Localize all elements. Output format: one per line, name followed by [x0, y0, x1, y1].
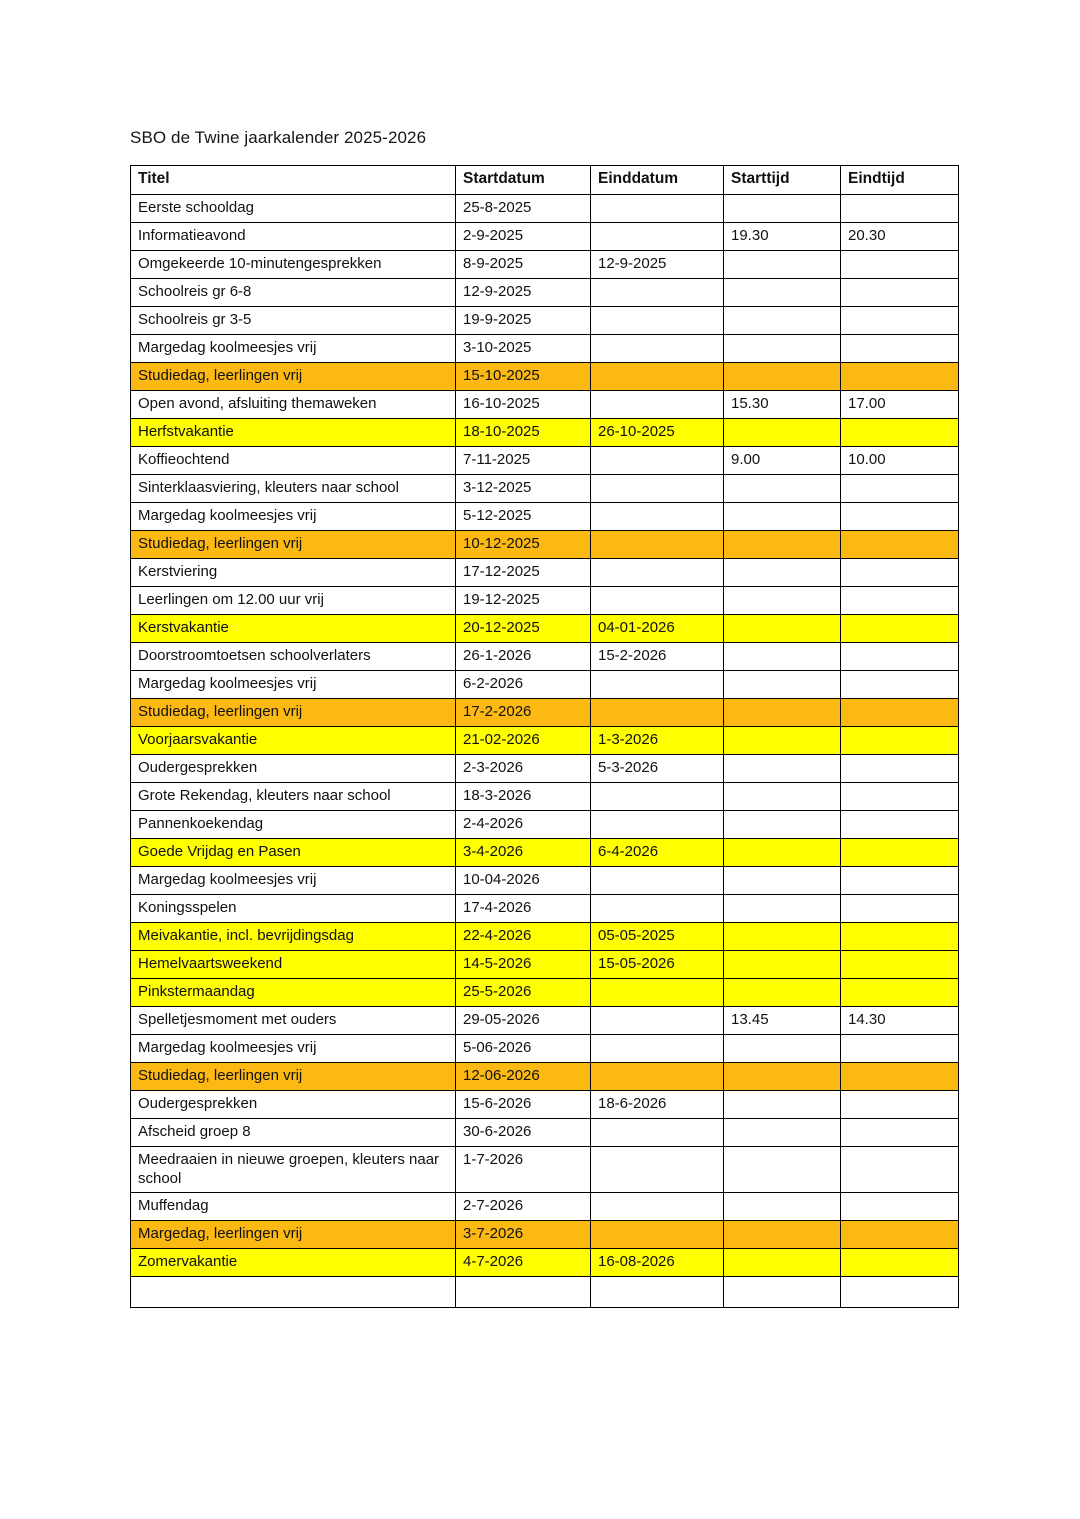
- cell-einddatum: 26-10-2025: [591, 419, 724, 447]
- table-row: [131, 923, 959, 951]
- cell-starttijd: [724, 587, 841, 615]
- table-row: [131, 391, 959, 419]
- cell-einddatum: [591, 1035, 724, 1063]
- cell-eindtijd: [841, 643, 959, 671]
- cell-startdatum: 3-7-2026: [456, 1221, 591, 1249]
- cell-einddatum: [591, 335, 724, 363]
- cell-einddatum: [591, 811, 724, 839]
- table-row: [131, 811, 959, 839]
- table-row: [131, 671, 959, 699]
- cell-titel: Eerste schooldag: [131, 195, 456, 223]
- cell-starttijd: [724, 1063, 841, 1091]
- cell-einddatum: [591, 391, 724, 419]
- cell-starttijd: [724, 503, 841, 531]
- table-row: [131, 195, 959, 223]
- cell-einddatum: [591, 671, 724, 699]
- cell-starttijd: [724, 643, 841, 671]
- cell-titel: Voorjaarsvakantie: [131, 727, 456, 755]
- cell-einddatum: [591, 1221, 724, 1249]
- table-row: [131, 699, 959, 727]
- cell-eindtijd: [841, 1119, 959, 1147]
- cell-startdatum: 2-4-2026: [456, 811, 591, 839]
- cell-einddatum: 1-3-2026: [591, 727, 724, 755]
- cell-starttijd: [724, 783, 841, 811]
- cell-eindtijd: [841, 531, 959, 559]
- cell-starttijd: [724, 1119, 841, 1147]
- cell-einddatum: 15-2-2026: [591, 643, 724, 671]
- cell-titel: Omgekeerde 10-minutengesprekken: [131, 251, 456, 279]
- cell-einddatum: 12-9-2025: [591, 251, 724, 279]
- cell-titel: Margedag koolmeesjes vrij: [131, 671, 456, 699]
- cell-eindtijd: [841, 195, 959, 223]
- cell-starttijd: [724, 1193, 841, 1221]
- cell-eindtijd: [841, 1063, 959, 1091]
- cell-startdatum: 20-12-2025: [456, 615, 591, 643]
- cell-eindtijd: [841, 839, 959, 867]
- cell-einddatum: [591, 1277, 724, 1308]
- cell-eindtijd: [841, 755, 959, 783]
- cell-starttijd: [724, 1249, 841, 1277]
- cell-startdatum: 8-9-2025: [456, 251, 591, 279]
- cell-eindtijd: [841, 1035, 959, 1063]
- cell-eindtijd: [841, 727, 959, 755]
- cell-einddatum: [591, 447, 724, 475]
- cell-titel: Studiedag, leerlingen vrij: [131, 699, 456, 727]
- cell-startdatum: 12-9-2025: [456, 279, 591, 307]
- cell-titel: Schoolreis gr 6-8: [131, 279, 456, 307]
- cell-startdatum: 26-1-2026: [456, 643, 591, 671]
- cell-starttijd: [724, 699, 841, 727]
- table-body: [131, 195, 959, 1308]
- cell-titel: Margedag koolmeesjes vrij: [131, 1035, 456, 1063]
- cell-eindtijd: [841, 279, 959, 307]
- cell-starttijd: 15.30: [724, 391, 841, 419]
- cell-titel: Oudergesprekken: [131, 1091, 456, 1119]
- cell-einddatum: [591, 1193, 724, 1221]
- cell-starttijd: [724, 895, 841, 923]
- cell-eindtijd: [841, 503, 959, 531]
- table-row: [131, 755, 959, 783]
- table-row: [131, 531, 959, 559]
- cell-startdatum: 2-3-2026: [456, 755, 591, 783]
- cell-starttijd: [724, 1091, 841, 1119]
- cell-startdatum: 19-9-2025: [456, 307, 591, 335]
- cell-starttijd: 19.30: [724, 223, 841, 251]
- cell-eindtijd: 17.00: [841, 391, 959, 419]
- table-row: [131, 1119, 959, 1147]
- cell-eindtijd: [841, 811, 959, 839]
- cell-startdatum: 21-02-2026: [456, 727, 591, 755]
- cell-startdatum: 7-11-2025: [456, 447, 591, 475]
- cell-startdatum: 30-6-2026: [456, 1119, 591, 1147]
- column-header-einddatum: Einddatum: [591, 166, 724, 195]
- jaarkalender-table: [130, 165, 959, 1308]
- cell-eindtijd: [841, 923, 959, 951]
- cell-einddatum: 16-08-2026: [591, 1249, 724, 1277]
- cell-einddatum: [591, 783, 724, 811]
- cell-einddatum: [591, 307, 724, 335]
- table-row: [131, 307, 959, 335]
- cell-startdatum: 18-3-2026: [456, 783, 591, 811]
- table-row: [131, 867, 959, 895]
- cell-startdatum: 15-10-2025: [456, 363, 591, 391]
- cell-starttijd: [724, 1147, 841, 1193]
- cell-startdatum: 25-8-2025: [456, 195, 591, 223]
- cell-eindtijd: [841, 951, 959, 979]
- table-header-row: [131, 166, 959, 195]
- document-page: [130, 128, 960, 1308]
- cell-titel: Goede Vrijdag en Pasen: [131, 839, 456, 867]
- cell-einddatum: [591, 223, 724, 251]
- table-row: [131, 1277, 959, 1308]
- table-row: [131, 1221, 959, 1249]
- cell-eindtijd: [841, 671, 959, 699]
- cell-titel: Zomervakantie: [131, 1249, 456, 1277]
- cell-eindtijd: 20.30: [841, 223, 959, 251]
- cell-titel: Koningsspelen: [131, 895, 456, 923]
- cell-startdatum: 10-04-2026: [456, 867, 591, 895]
- cell-eindtijd: [841, 251, 959, 279]
- cell-startdatum: 29-05-2026: [456, 1007, 591, 1035]
- cell-starttijd: [724, 475, 841, 503]
- table-row: [131, 1249, 959, 1277]
- cell-eindtijd: [841, 419, 959, 447]
- cell-eindtijd: [841, 475, 959, 503]
- cell-startdatum: 4-7-2026: [456, 1249, 591, 1277]
- cell-einddatum: 5-3-2026: [591, 755, 724, 783]
- cell-starttijd: [724, 251, 841, 279]
- cell-startdatum: 16-10-2025: [456, 391, 591, 419]
- cell-titel: Margedag koolmeesjes vrij: [131, 867, 456, 895]
- cell-eindtijd: [841, 559, 959, 587]
- cell-eindtijd: [841, 615, 959, 643]
- cell-starttijd: [724, 531, 841, 559]
- cell-startdatum: [456, 1277, 591, 1308]
- cell-startdatum: 1-7-2026: [456, 1147, 591, 1193]
- cell-eindtijd: [841, 979, 959, 1007]
- cell-einddatum: [591, 867, 724, 895]
- cell-startdatum: 17-4-2026: [456, 895, 591, 923]
- cell-titel: Afscheid groep 8: [131, 1119, 456, 1147]
- cell-starttijd: 13.45: [724, 1007, 841, 1035]
- cell-startdatum: 2-9-2025: [456, 223, 591, 251]
- cell-startdatum: 22-4-2026: [456, 923, 591, 951]
- cell-titel: Meivakantie, incl. bevrijdingsdag: [131, 923, 456, 951]
- table-row: [131, 503, 959, 531]
- cell-startdatum: 19-12-2025: [456, 587, 591, 615]
- cell-eindtijd: [841, 1221, 959, 1249]
- cell-titel: Studiedag, leerlingen vrij: [131, 531, 456, 559]
- table-row: [131, 895, 959, 923]
- cell-starttijd: [724, 363, 841, 391]
- cell-startdatum: 6-2-2026: [456, 671, 591, 699]
- table-row: [131, 251, 959, 279]
- cell-einddatum: [591, 1147, 724, 1193]
- cell-titel: Muffendag: [131, 1193, 456, 1221]
- cell-starttijd: [724, 279, 841, 307]
- cell-starttijd: [724, 951, 841, 979]
- cell-titel: Pannenkoekendag: [131, 811, 456, 839]
- table-row: [131, 419, 959, 447]
- column-header-startdatum: Startdatum: [456, 166, 591, 195]
- cell-starttijd: [724, 1221, 841, 1249]
- cell-einddatum: [591, 531, 724, 559]
- cell-startdatum: 10-12-2025: [456, 531, 591, 559]
- cell-titel: Open avond, afsluiting themaweken: [131, 391, 456, 419]
- cell-startdatum: 3-10-2025: [456, 335, 591, 363]
- cell-titel: Meedraaien in nieuwe groepen, kleuters naar school: [131, 1147, 456, 1193]
- cell-eindtijd: [841, 895, 959, 923]
- cell-eindtijd: [841, 363, 959, 391]
- cell-starttijd: [724, 1035, 841, 1063]
- table-row: [131, 335, 959, 363]
- cell-startdatum: 5-06-2026: [456, 1035, 591, 1063]
- cell-eindtijd: [841, 783, 959, 811]
- cell-einddatum: [591, 559, 724, 587]
- cell-einddatum: [591, 895, 724, 923]
- cell-titel: Pinkstermaandag: [131, 979, 456, 1007]
- column-header-starttijd: Starttijd: [724, 166, 841, 195]
- cell-eindtijd: [841, 699, 959, 727]
- cell-eindtijd: [841, 1193, 959, 1221]
- cell-einddatum: 05-05-2025: [591, 923, 724, 951]
- cell-starttijd: [724, 923, 841, 951]
- cell-titel: Sinterklaasviering, kleuters naar school: [131, 475, 456, 503]
- cell-eindtijd: [841, 335, 959, 363]
- table-row: [131, 839, 959, 867]
- cell-einddatum: [591, 279, 724, 307]
- cell-titel: Schoolreis gr 3-5: [131, 307, 456, 335]
- cell-titel: [131, 1277, 456, 1308]
- column-header-eindtijd: Eindtijd: [841, 166, 959, 195]
- cell-starttijd: [724, 335, 841, 363]
- cell-eindtijd: [841, 1249, 959, 1277]
- cell-einddatum: [591, 1007, 724, 1035]
- cell-startdatum: 15-6-2026: [456, 1091, 591, 1119]
- cell-titel: Informatieavond: [131, 223, 456, 251]
- cell-startdatum: 17-2-2026: [456, 699, 591, 727]
- cell-titel: Margedag koolmeesjes vrij: [131, 503, 456, 531]
- column-header-titel: Titel: [131, 166, 456, 195]
- cell-startdatum: 12-06-2026: [456, 1063, 591, 1091]
- cell-startdatum: 25-5-2026: [456, 979, 591, 1007]
- cell-eindtijd: 14.30: [841, 1007, 959, 1035]
- cell-startdatum: 3-4-2026: [456, 839, 591, 867]
- cell-einddatum: 18-6-2026: [591, 1091, 724, 1119]
- page-title: SBO de Twine jaarkalender 2025-2026: [130, 128, 427, 147]
- table-row: [131, 1147, 959, 1193]
- cell-titel: Hemelvaartsweekend: [131, 951, 456, 979]
- cell-starttijd: [724, 839, 841, 867]
- table-row: [131, 363, 959, 391]
- cell-startdatum: 14-5-2026: [456, 951, 591, 979]
- cell-einddatum: 6-4-2026: [591, 839, 724, 867]
- cell-starttijd: [724, 979, 841, 1007]
- cell-einddatum: [591, 195, 724, 223]
- cell-titel: Studiedag, leerlingen vrij: [131, 363, 456, 391]
- cell-eindtijd: [841, 307, 959, 335]
- table-row: [131, 1035, 959, 1063]
- table-row: [131, 475, 959, 503]
- cell-einddatum: [591, 1119, 724, 1147]
- cell-startdatum: 2-7-2026: [456, 1193, 591, 1221]
- cell-titel: Kerstviering: [131, 559, 456, 587]
- table-row: [131, 615, 959, 643]
- cell-eindtijd: [841, 1277, 959, 1308]
- cell-einddatum: 15-05-2026: [591, 951, 724, 979]
- table-row: [131, 783, 959, 811]
- cell-einddatum: [591, 475, 724, 503]
- cell-titel: Grote Rekendag, kleuters naar school: [131, 783, 456, 811]
- cell-eindtijd: [841, 1147, 959, 1193]
- cell-einddatum: 04-01-2026: [591, 615, 724, 643]
- cell-einddatum: [591, 587, 724, 615]
- table-row: [131, 559, 959, 587]
- cell-titel: Margedag koolmeesjes vrij: [131, 335, 456, 363]
- cell-starttijd: [724, 307, 841, 335]
- cell-einddatum: [591, 699, 724, 727]
- table-row: [131, 587, 959, 615]
- table-row: [131, 1063, 959, 1091]
- cell-eindtijd: [841, 587, 959, 615]
- cell-starttijd: 9.00: [724, 447, 841, 475]
- cell-einddatum: [591, 363, 724, 391]
- cell-titel: Leerlingen om 12.00 uur vrij: [131, 587, 456, 615]
- table-row: [131, 727, 959, 755]
- cell-titel: Oudergesprekken: [131, 755, 456, 783]
- cell-titel: Kerstvakantie: [131, 615, 456, 643]
- cell-starttijd: [724, 1277, 841, 1308]
- cell-eindtijd: 10.00: [841, 447, 959, 475]
- cell-titel: Herfstvakantie: [131, 419, 456, 447]
- cell-titel: Spelletjesmoment met ouders: [131, 1007, 456, 1035]
- cell-starttijd: [724, 559, 841, 587]
- cell-starttijd: [724, 867, 841, 895]
- cell-eindtijd: [841, 867, 959, 895]
- cell-einddatum: [591, 503, 724, 531]
- table-row: [131, 223, 959, 251]
- cell-titel: Margedag, leerlingen vrij: [131, 1221, 456, 1249]
- cell-starttijd: [724, 755, 841, 783]
- table-row: [131, 1091, 959, 1119]
- cell-einddatum: [591, 979, 724, 1007]
- table-row: [131, 951, 959, 979]
- cell-starttijd: [724, 727, 841, 755]
- cell-titel: Koffieochtend: [131, 447, 456, 475]
- cell-startdatum: 18-10-2025: [456, 419, 591, 447]
- cell-startdatum: 17-12-2025: [456, 559, 591, 587]
- table-row: [131, 1193, 959, 1221]
- cell-starttijd: [724, 615, 841, 643]
- table-row: [131, 979, 959, 1007]
- cell-eindtijd: [841, 1091, 959, 1119]
- table-row: [131, 643, 959, 671]
- cell-startdatum: 3-12-2025: [456, 475, 591, 503]
- cell-starttijd: [724, 671, 841, 699]
- cell-einddatum: [591, 1063, 724, 1091]
- cell-starttijd: [724, 195, 841, 223]
- cell-starttijd: [724, 811, 841, 839]
- table-row: [131, 1007, 959, 1035]
- table-row: [131, 279, 959, 307]
- cell-titel: Doorstroomtoetsen schoolverlaters: [131, 643, 456, 671]
- cell-titel: Studiedag, leerlingen vrij: [131, 1063, 456, 1091]
- table-row: [131, 447, 959, 475]
- cell-startdatum: 5-12-2025: [456, 503, 591, 531]
- cell-starttijd: [724, 419, 841, 447]
